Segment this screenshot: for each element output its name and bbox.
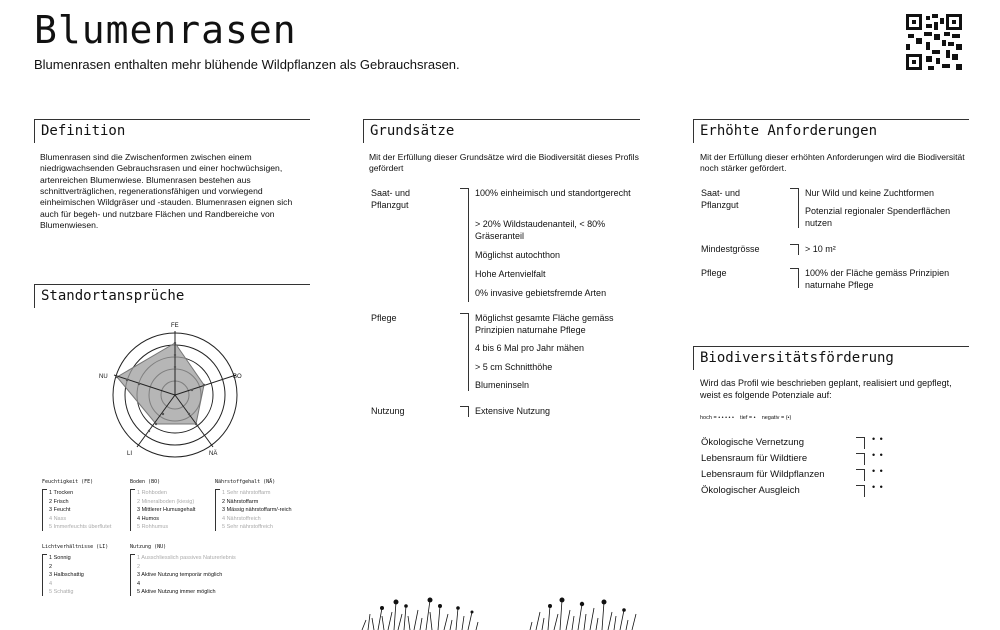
erhoeht-intro: Mit der Erfüllung dieser erhöhten Anforderungen wird die Biodiversität noch stärker gefördert. (700, 152, 965, 174)
biodiv-potential-label: Ökologischer Ausgleich (701, 485, 800, 496)
biodiv-potential-dots: • • (872, 482, 884, 492)
biodiv-potential-label: Ökologische Vernetzung (701, 437, 804, 448)
page-subtitle: Blumenrasen enthalten mehr blühende Wildpflanzen als Gebrauchsrasen. (34, 57, 460, 72)
meadow-illustration (360, 594, 640, 630)
legend-item-fe-2: 2 Frisch (49, 498, 69, 505)
grundsaetze-nutzung-bracket (460, 406, 469, 417)
biodiv-potential-bracket (856, 437, 865, 449)
erhoeht-mindest-value: > 10 m² (805, 244, 836, 254)
legend-item-nu-2: 2 (137, 563, 141, 570)
legend-item-li-1: 1 Sonnig (49, 555, 71, 561)
grundsaetze-saatgut-item: Möglichst autochthon (475, 250, 561, 260)
legend-item-na-2: 2 Nährstoffarm (222, 498, 259, 505)
legend-heading-bo: Boden (BO) (130, 479, 161, 485)
legend-item-nu-4: 4 (137, 580, 141, 587)
erhoeht-saatgut-item: Potenzial regionaler Spenderflächen nutzen (805, 206, 951, 228)
legend-item-bo-2: 2 Mineralboden (kiesig) (137, 498, 195, 505)
grundsaetze-pflege-item: > 5 cm Schnitthöhe (475, 362, 553, 372)
grundsaetze-pflege-item: Blumeninseln (475, 380, 530, 390)
biodiv-intro: Wird das Profil wie beschrieben geplant, realisiert und gepflegt, weist es folgende Potenziale auf: (700, 378, 952, 400)
legend-item-bo-1: 1 Rohboden (137, 490, 167, 496)
erhoeht-saatgut-item: Nur Wild und keine Zuchtformen (805, 188, 935, 198)
legend-heading-na: Nährstoffgehalt (NÄ) (215, 479, 276, 485)
radar-area (117, 343, 204, 424)
legend-item-fe-3: 3 Feucht (49, 507, 71, 513)
legend-item-li-2: 2 (49, 563, 53, 570)
legend-item-bo-5: 5 Rohhumus (137, 524, 169, 530)
legend-item-nu-1: 1 Ausschliesslich passives Naturerlebnis (137, 555, 236, 561)
legend-item-bo-3: 3 Mittlerer Humusgehalt (137, 507, 196, 513)
erhoeht-mindest-bracket (790, 244, 799, 255)
grundsaetze-intro: Mit der Erfüllung dieser Grundsätze wird die Biodiversität dieses Profils gefördert (369, 152, 639, 174)
legend-item-nu-5: 5 Aktive Nutzung immer möglich (137, 589, 216, 595)
radar-label-nu: NU (99, 374, 108, 380)
grundsaetze-saatgut-label: Saat- und Pflanzgut (371, 188, 411, 210)
legend-item-fe-1: 1 Trocken (49, 490, 74, 496)
legend-item-na-4: 4 Nährstoffreich (222, 515, 261, 522)
biodiv-potential-bracket (856, 485, 865, 497)
legend-item-bo-4: 4 Humos (137, 515, 160, 522)
legend-bracket-nu (130, 554, 135, 596)
legend-item-fe-4: 4 Nass (49, 515, 67, 522)
legend-bracket-fe (42, 489, 47, 531)
definition-heading: Definition (34, 119, 310, 143)
legend-bracket-li (42, 554, 47, 596)
radar-label-bo: BO (233, 374, 242, 380)
legend-heading-fe: Feuchtigkeit (FE) (42, 479, 94, 485)
legend-item-li-4: 4 (49, 580, 53, 587)
legend-item-li-3: 3 Halbschattig (49, 572, 84, 578)
legend-heading-li: Lichtverhältnisse (LI) (42, 544, 109, 550)
erhoeht-saatgut-label: Saat- und Pflanzgut (701, 188, 741, 210)
legend-heading-nu: Nutzung (NU) (130, 544, 167, 550)
biodiv-potential-dots: • • (872, 434, 884, 444)
biodiv-scale-legend: hoch = • • • • • tief = • negativ = (•) (700, 415, 792, 421)
grundsaetze-nutzung-item: Extensive Nutzung (475, 406, 551, 416)
radar-label-fe: FE (171, 323, 179, 329)
biodiv-potential-bracket (856, 469, 865, 481)
grundsaetze-saatgut-item: 0% invasive gebietsfremde Arten (475, 288, 607, 298)
grundsaetze-pflege-item: Möglichst gesamte Fläche gemäss Prinzipien naturnahe Pflege (475, 313, 614, 335)
grundsaetze-saatgut-item: > 20% Wildstaudenanteil, < 80% Gräseranteil (475, 219, 606, 241)
erhoeht-heading: Erhöhte Anforderungen (693, 119, 969, 143)
standort-heading: Standortansprüche (34, 284, 310, 308)
radar-label-na: NÄ (209, 451, 218, 457)
biodiv-potential-label: Lebensraum für Wildtiere (701, 453, 808, 464)
grundsaetze-pflege-bracket (460, 313, 469, 391)
grundsaetze-heading: Grundsätze (363, 119, 640, 143)
legend-item-na-3: 3 Mässig nährstoffarm/-reich (222, 507, 292, 513)
grundsaetze-saatgut-item: Hohe Artenvielfalt (475, 269, 546, 279)
definition-text: Blumenrasen sind die Zwischenformen zwischen einem niedrigwachsenden Gebrauchsrasen und einer hochwüchsigen, artenreichen Blumenwiese. Blumenrasen bestehen aus schnittverträglichen, regenerationsfähigen und vorwiegend einheimischen Wildgräser und -stauden. Blumenrasen eignen sich auch für begeh- und nutzbare Flächen und Randbereiche von Blumenwiesen. (40, 152, 293, 231)
legend-bracket-bo (130, 489, 135, 531)
biodiv-heading: Biodiversitätsförderung (693, 346, 969, 370)
erhoeht-mindest-label: Mindestgrösse (701, 244, 760, 254)
erhoeht-saatgut-bracket (790, 188, 799, 228)
erhoeht-pflege-value: 100% der Fläche gemäss Prinzipien naturnahe Pflege (805, 268, 950, 290)
erhoeht-pflege-label: Pflege (701, 268, 727, 278)
biodiv-potential-dots: • • (872, 466, 884, 476)
legend-item-li-5: 5 Schattig (49, 589, 74, 595)
legend-item-nu-3: 3 Aktive Nutzung temporär möglich (137, 572, 223, 578)
grundsaetze-nutzung-label: Nutzung (371, 406, 405, 416)
legend-item-fe-5: 5 Immerfeuchts überflutet (49, 524, 112, 530)
grundsaetze-pflege-item: 4 bis 6 Mal pro Jahr mähen (475, 343, 585, 353)
biodiv-potential-dots: • • (872, 450, 884, 460)
standort-radar-chart (90, 318, 260, 460)
erhoeht-pflege-bracket (790, 268, 799, 288)
biodiv-potential-label: Lebensraum für Wildpflanzen (701, 469, 825, 480)
legend-item-na-1: 1 Sehr nährstoffarm (222, 490, 271, 496)
page-title: Blumenrasen (34, 8, 297, 52)
grundsaetze-saatgut-bracket (460, 188, 469, 302)
biodiv-potential-bracket (856, 453, 865, 465)
qr-code-icon[interactable] (906, 14, 962, 70)
radar-label-li: LI (127, 451, 133, 457)
legend-bracket-na (215, 489, 220, 531)
grundsaetze-pflege-label: Pflege (371, 313, 397, 323)
legend-item-na-5: 5 Sehr nährstoffreich (222, 524, 273, 530)
grundsaetze-saatgut-item: 100% einheimisch und standortgerecht (475, 188, 631, 198)
